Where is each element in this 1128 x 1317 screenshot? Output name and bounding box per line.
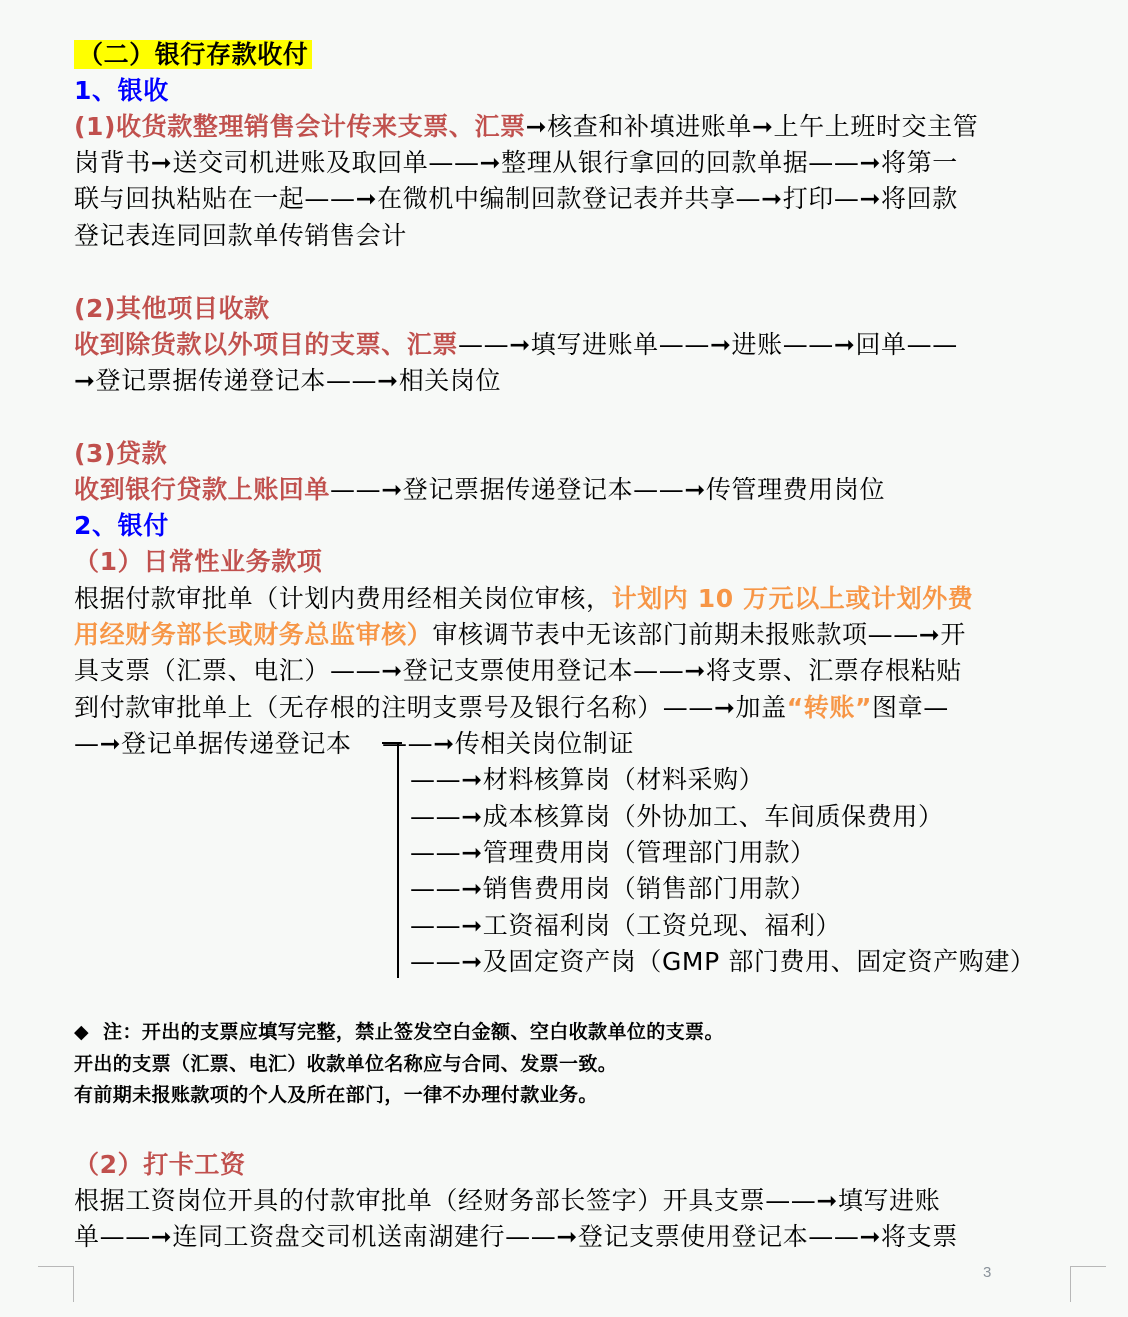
note-line2: 开出的支票（汇票、电汇）收款单位名称应与合同、发票一致。 — [74, 1053, 618, 1075]
branch-item: ——➞材料核算岗（材料采购） — [410, 765, 765, 794]
section2-title: 2、银付 — [74, 511, 169, 540]
branch-item: ——➞管理费用岗（管理部门用款） — [410, 838, 816, 867]
receipt-item2-line2: ➞登记票据传递登记本——➞相关岗位 — [74, 366, 502, 395]
branch-item: ——➞销售费用岗（销售部门用款） — [410, 874, 816, 903]
receipt-item1-line3: 联与回执粘贴在一起——➞在微机中编制回款登记表并共享—➞打印—➞将回款 — [74, 184, 958, 213]
payment-item2-title: （2）打卡工资 — [74, 1150, 246, 1179]
note-line1: ◆ 注：开出的支票应填写完整，禁止签发空白金额、空白收款单位的支票。 — [74, 1021, 724, 1043]
diamond-bullet-icon: ◆ — [74, 1021, 90, 1043]
section1-title: 1、银收 — [74, 76, 169, 105]
payment-item2-line1: 根据工资岗位开具的付款审批单（经财务部长签字）开具支票——➞填写进账 — [74, 1186, 941, 1215]
page-corner-mark-right — [1070, 1266, 1071, 1302]
bracket-line — [397, 743, 399, 978]
page-number: 3 — [983, 1264, 992, 1281]
receipt-item1-line1: (1)收货款整理销售会计传来支票、汇票➞核查和补填进账单➞上午上班时交主管 — [74, 112, 979, 141]
receipt-item2-title: (2)其他项目收款 — [74, 294, 270, 323]
page-corner-mark-right — [1070, 1266, 1106, 1267]
section-heading — [74, 37, 312, 73]
receipt-item1-title: (1)收货款整理销售会计传来支票、汇票 — [74, 112, 526, 141]
payment-item1-line5: —➞登记单据传递登记本 — [74, 729, 352, 758]
branch-item: ——➞工资福利岗（工资兑现、福利） — [410, 911, 842, 940]
receipt-item3-line1: 收到银行贷款上账回单——➞登记票据传递登记本——➞传管理费用岗位 — [74, 475, 886, 504]
receipt-item1-line2: 岗背书➞送交司机进账及取回单——➞整理从银行拿回的回款单据——➞将第一 — [74, 148, 958, 177]
payment-item1-line1: 根据付款审批单（计划内费用经相关岗位审核，计划内 10 万元以上或计划外费 — [74, 584, 974, 613]
note-line3: 有前期未报账款项的个人及所在部门，一律不办理付款业务。 — [74, 1084, 598, 1106]
payment-item1-line3: 具支票（汇票、电汇）——➞登记支票使用登记本——➞将支票、汇票存根粘贴 — [74, 656, 962, 685]
receipt-item1-line4: 登记表连同回款单传销售会计 — [74, 221, 407, 250]
page-corner-mark-left — [38, 1266, 74, 1267]
payment-item1-line4: 到付款审批单上（无存根的注明支票号及银行名称）——➞加盖“转账”图章— — [74, 693, 949, 722]
branch-item: ——➞及固定资产岗（GMP 部门费用、固定资产购建） — [410, 947, 1036, 976]
payment-item1-line2: 用经财务部长或财务总监审核）审核调节表中无该部门前期未报账款项——➞开 — [74, 620, 966, 649]
receipt-item2-line1: 收到除货款以外项目的支票、汇票——➞填写进账单——➞进账——➞回单—— — [74, 330, 958, 359]
payment-item1-title: （1）日常性业务款项 — [74, 547, 323, 576]
receipt-item3-title: (3)贷款 — [74, 439, 168, 468]
branch-item: ——➞成本核算岗（外协加工、车间质保费用） — [410, 802, 944, 831]
branch-item: ——➞传相关岗位制证 — [382, 729, 634, 758]
payment-item2-line2: 单——➞连同工资盘交司机送南湖建行——➞登记支票使用登记本——➞将支票 — [74, 1222, 958, 1251]
highlighted-heading: （二）银行存款收付 — [74, 40, 312, 69]
page-corner-mark-left — [73, 1266, 74, 1302]
